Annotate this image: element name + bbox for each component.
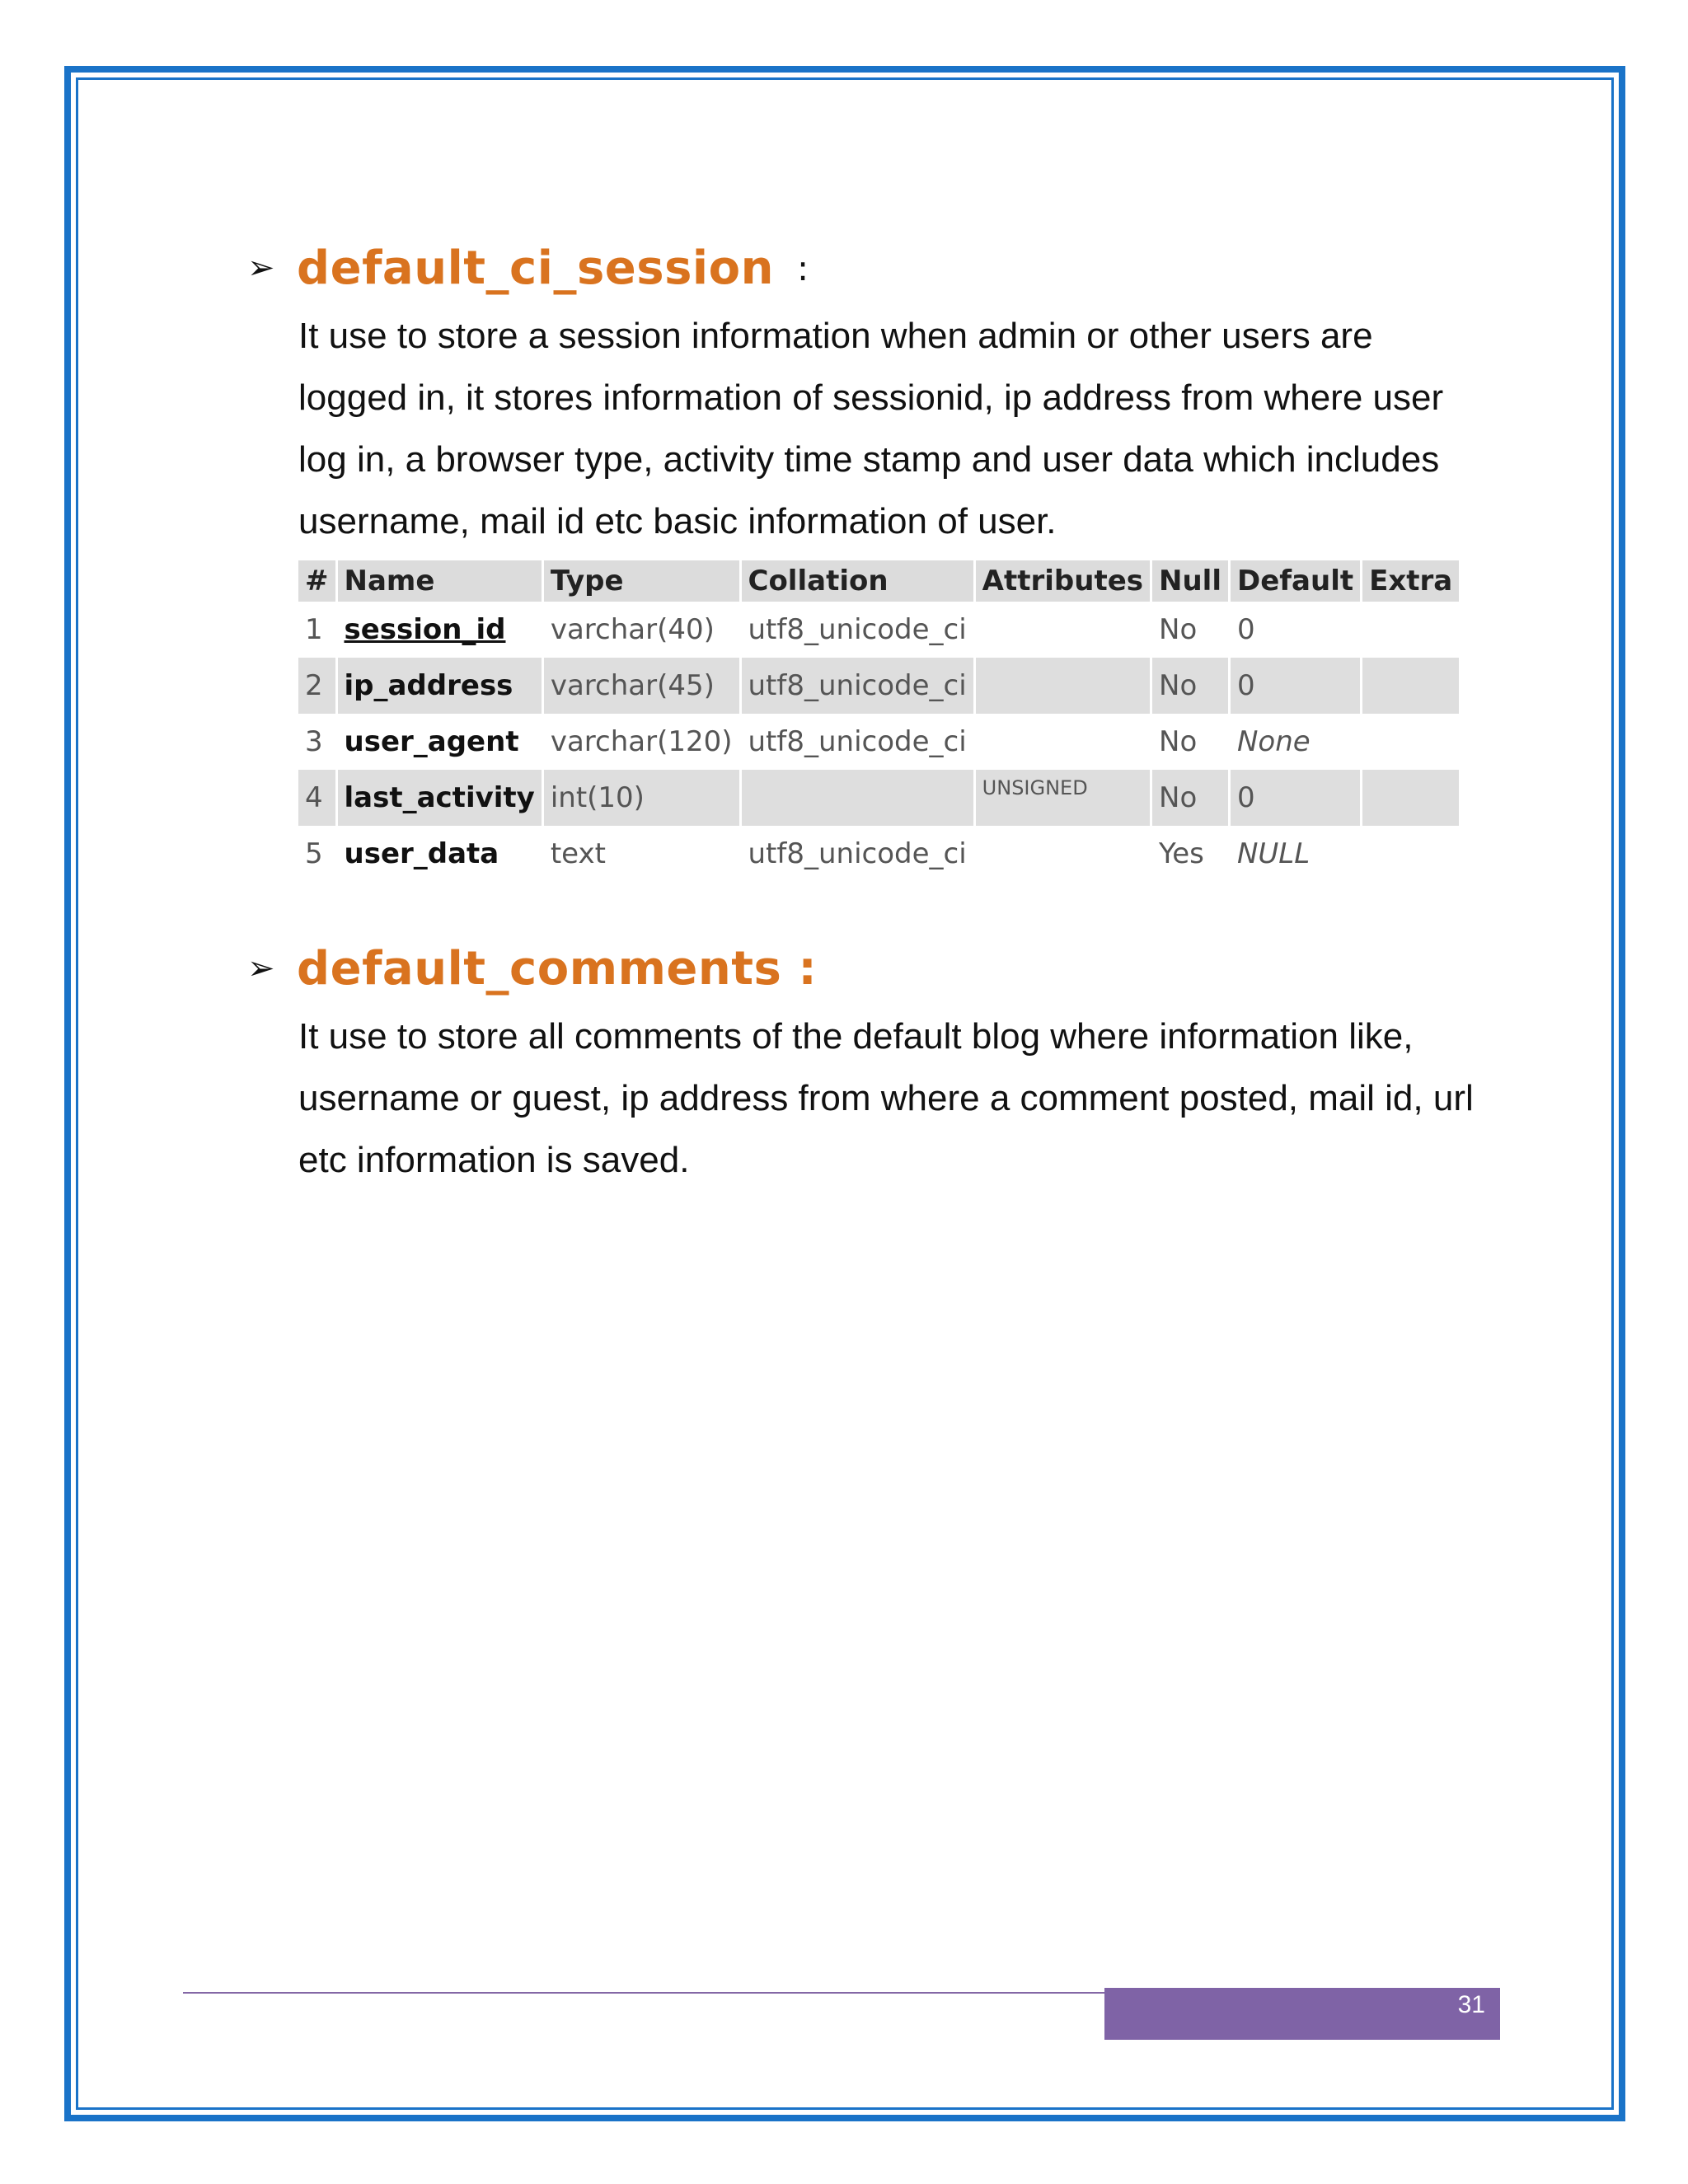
- col-header-default: Default: [1229, 560, 1361, 602]
- cell-number: 5: [298, 826, 336, 882]
- table-row: [298, 714, 1461, 770]
- cell-number: 3: [298, 714, 336, 770]
- cell-default: None: [1229, 714, 1361, 770]
- section-title-colon: :: [796, 247, 809, 288]
- col-header-attributes: Attributes: [974, 560, 1151, 602]
- cell-collation: utf8_unicode_ci: [740, 658, 974, 714]
- cell-number: 1: [298, 602, 336, 658]
- cell-type: varchar(45): [542, 658, 740, 714]
- section-title: default_comments: [297, 941, 782, 996]
- cell-attributes: [974, 714, 1151, 770]
- table-row: [298, 658, 1461, 714]
- section-title: default_ci_session: [297, 241, 774, 295]
- cell-name: user_agent: [336, 714, 542, 770]
- section-description: It use to store all comments of the default blog where information like, username or guest, ip address from where a comment posted, mail id, url etc information is saved.: [298, 1016, 1474, 1180]
- page-content: [247, 231, 1533, 1191]
- cell-null: No: [1151, 770, 1230, 826]
- table-row: [298, 602, 1461, 658]
- section-description: It use to store a session information when admin or other users are logged in, it stores information of sessionid, ip address from where user log in, a browser type, activity time stamp and user data which includes username, mail id etc basic information of user.: [298, 316, 1444, 541]
- footer-page-box: [1104, 1988, 1500, 2040]
- cell-type: varchar(120): [542, 714, 740, 770]
- section-default-ci-session: [247, 231, 1533, 882]
- table-header-row: [298, 560, 1461, 602]
- cell-attributes: UNSIGNED: [974, 770, 1151, 826]
- cell-extra: [1362, 714, 1461, 770]
- cell-extra: [1362, 770, 1461, 826]
- cell-default: NULL: [1229, 826, 1361, 882]
- col-header-collation: Collation: [740, 560, 974, 602]
- cell-name: last_activity: [336, 770, 542, 826]
- cell-collation: utf8_unicode_ci: [740, 826, 974, 882]
- cell-collation: utf8_unicode_ci: [740, 602, 974, 658]
- footer-divider: [183, 1992, 1104, 1994]
- table-row: [298, 770, 1461, 826]
- page-number: 31: [1457, 1991, 1485, 2018]
- cell-type: varchar(40): [542, 602, 740, 658]
- cell-extra: [1362, 658, 1461, 714]
- arrow-bullet-icon: ➢: [247, 249, 275, 287]
- db-structure-table: [298, 560, 1453, 882]
- cell-type: int(10): [542, 770, 740, 826]
- section-heading: [247, 931, 1533, 1005]
- cell-default: 0: [1229, 770, 1361, 826]
- cell-attributes: [974, 826, 1151, 882]
- section-title-colon: :: [798, 941, 817, 996]
- table-row: [298, 826, 1461, 882]
- cell-null: No: [1151, 658, 1230, 714]
- cell-type: text: [542, 826, 740, 882]
- cell-default: 0: [1229, 658, 1361, 714]
- cell-null: No: [1151, 714, 1230, 770]
- arrow-bullet-icon: ➢: [247, 949, 275, 987]
- cell-number: 2: [298, 658, 336, 714]
- section-heading: [247, 231, 1533, 305]
- section-default-comments: [247, 931, 1533, 1191]
- col-header-null: Null: [1151, 560, 1230, 602]
- cell-name: ip_address: [336, 658, 542, 714]
- cell-name: session_id: [336, 602, 542, 658]
- cell-default: 0: [1229, 602, 1361, 658]
- cell-name: user_data: [336, 826, 542, 882]
- cell-extra: [1362, 602, 1461, 658]
- col-header-type: Type: [542, 560, 740, 602]
- cell-null: Yes: [1151, 826, 1230, 882]
- cell-null: No: [1151, 602, 1230, 658]
- cell-collation: [740, 770, 974, 826]
- cell-number: 4: [298, 770, 336, 826]
- cell-extra: [1362, 826, 1461, 882]
- col-header-extra: Extra: [1362, 560, 1461, 602]
- cell-attributes: [974, 658, 1151, 714]
- col-header-name: Name: [336, 560, 542, 602]
- cell-collation: utf8_unicode_ci: [740, 714, 974, 770]
- cell-attributes: [974, 602, 1151, 658]
- col-header-number: #: [298, 560, 336, 602]
